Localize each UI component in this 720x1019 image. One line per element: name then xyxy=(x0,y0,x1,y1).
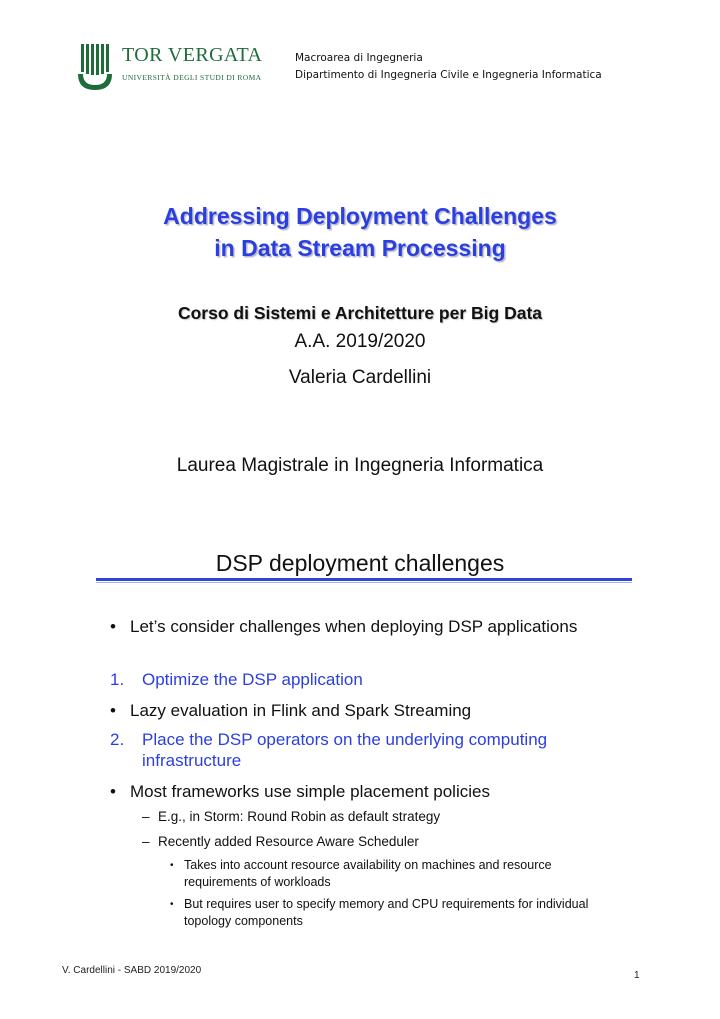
presentation-title xyxy=(0,200,720,264)
bullet-text: Lazy evaluation in Flink and Spark Streaming xyxy=(130,701,472,720)
slide-title: DSP deployment challenges xyxy=(215,550,505,576)
subsub-bullet-text: Takes into account resource availability on machines and resource requirements of workloads xyxy=(184,858,552,889)
title-underline-shadow xyxy=(96,582,632,583)
academic-year: A.A. 2019/2020 xyxy=(294,331,426,352)
logo-name: TOR VERGATA xyxy=(122,44,263,66)
bullet-marker: • xyxy=(110,617,116,636)
degree-program: Laurea Magistrale in Ingegneria Informatica xyxy=(176,455,544,476)
bullet-marker: • xyxy=(110,782,116,801)
dept-line-2: Dipartimento di Ingegneria Civile e Ingegneria Informatica xyxy=(295,69,602,81)
bullet-marker: 2. xyxy=(110,730,125,749)
author-name: Valeria Cardellini xyxy=(288,367,432,388)
subsub-bullet-marker: • xyxy=(170,860,174,871)
sub-bullet-marker: – xyxy=(142,834,150,849)
page-number: 1 xyxy=(634,970,640,981)
department-info xyxy=(295,50,602,84)
university-logo-icon xyxy=(78,44,114,90)
bullet-text: Let’s consider challenges when deploying DSP applications xyxy=(130,617,578,636)
sub-bullet-text: E.g., in Storm: Round Robin as default strategy xyxy=(158,809,441,824)
logo-subtitle: UNIVERSITÀ DEGLI STUDI DI ROMA xyxy=(122,73,262,82)
subsub-bullet-text: But requires user to specify memory and CPU requirements for individual topology components xyxy=(184,897,589,928)
bullet-marker: • xyxy=(110,701,116,720)
bullet-marker: 1. xyxy=(110,670,125,689)
title-line-1: Addressing Deployment Challenges xyxy=(163,203,557,229)
bullet-text: Optimize the DSP application xyxy=(142,670,363,689)
title-line-2: in Data Stream Processing xyxy=(214,235,506,261)
sub-bullet-marker: – xyxy=(142,809,150,824)
sub-bullet-text: Recently added Resource Aware Scheduler xyxy=(158,834,419,849)
subsub-bullet-marker: • xyxy=(170,899,174,910)
bullet-text: Place the DSP operators on the underlying computing infrastructure xyxy=(142,730,548,770)
slide-footer: V. Cardellini - SABD 2019/2020 xyxy=(62,965,202,976)
bullet-text: Most frameworks use simple placement policies xyxy=(130,782,490,801)
title-underline xyxy=(96,578,632,581)
dept-line-1: Macroarea di Ingegneria xyxy=(295,52,423,64)
course-name: Corso di Sistemi e Architetture per Big Data xyxy=(177,303,542,323)
